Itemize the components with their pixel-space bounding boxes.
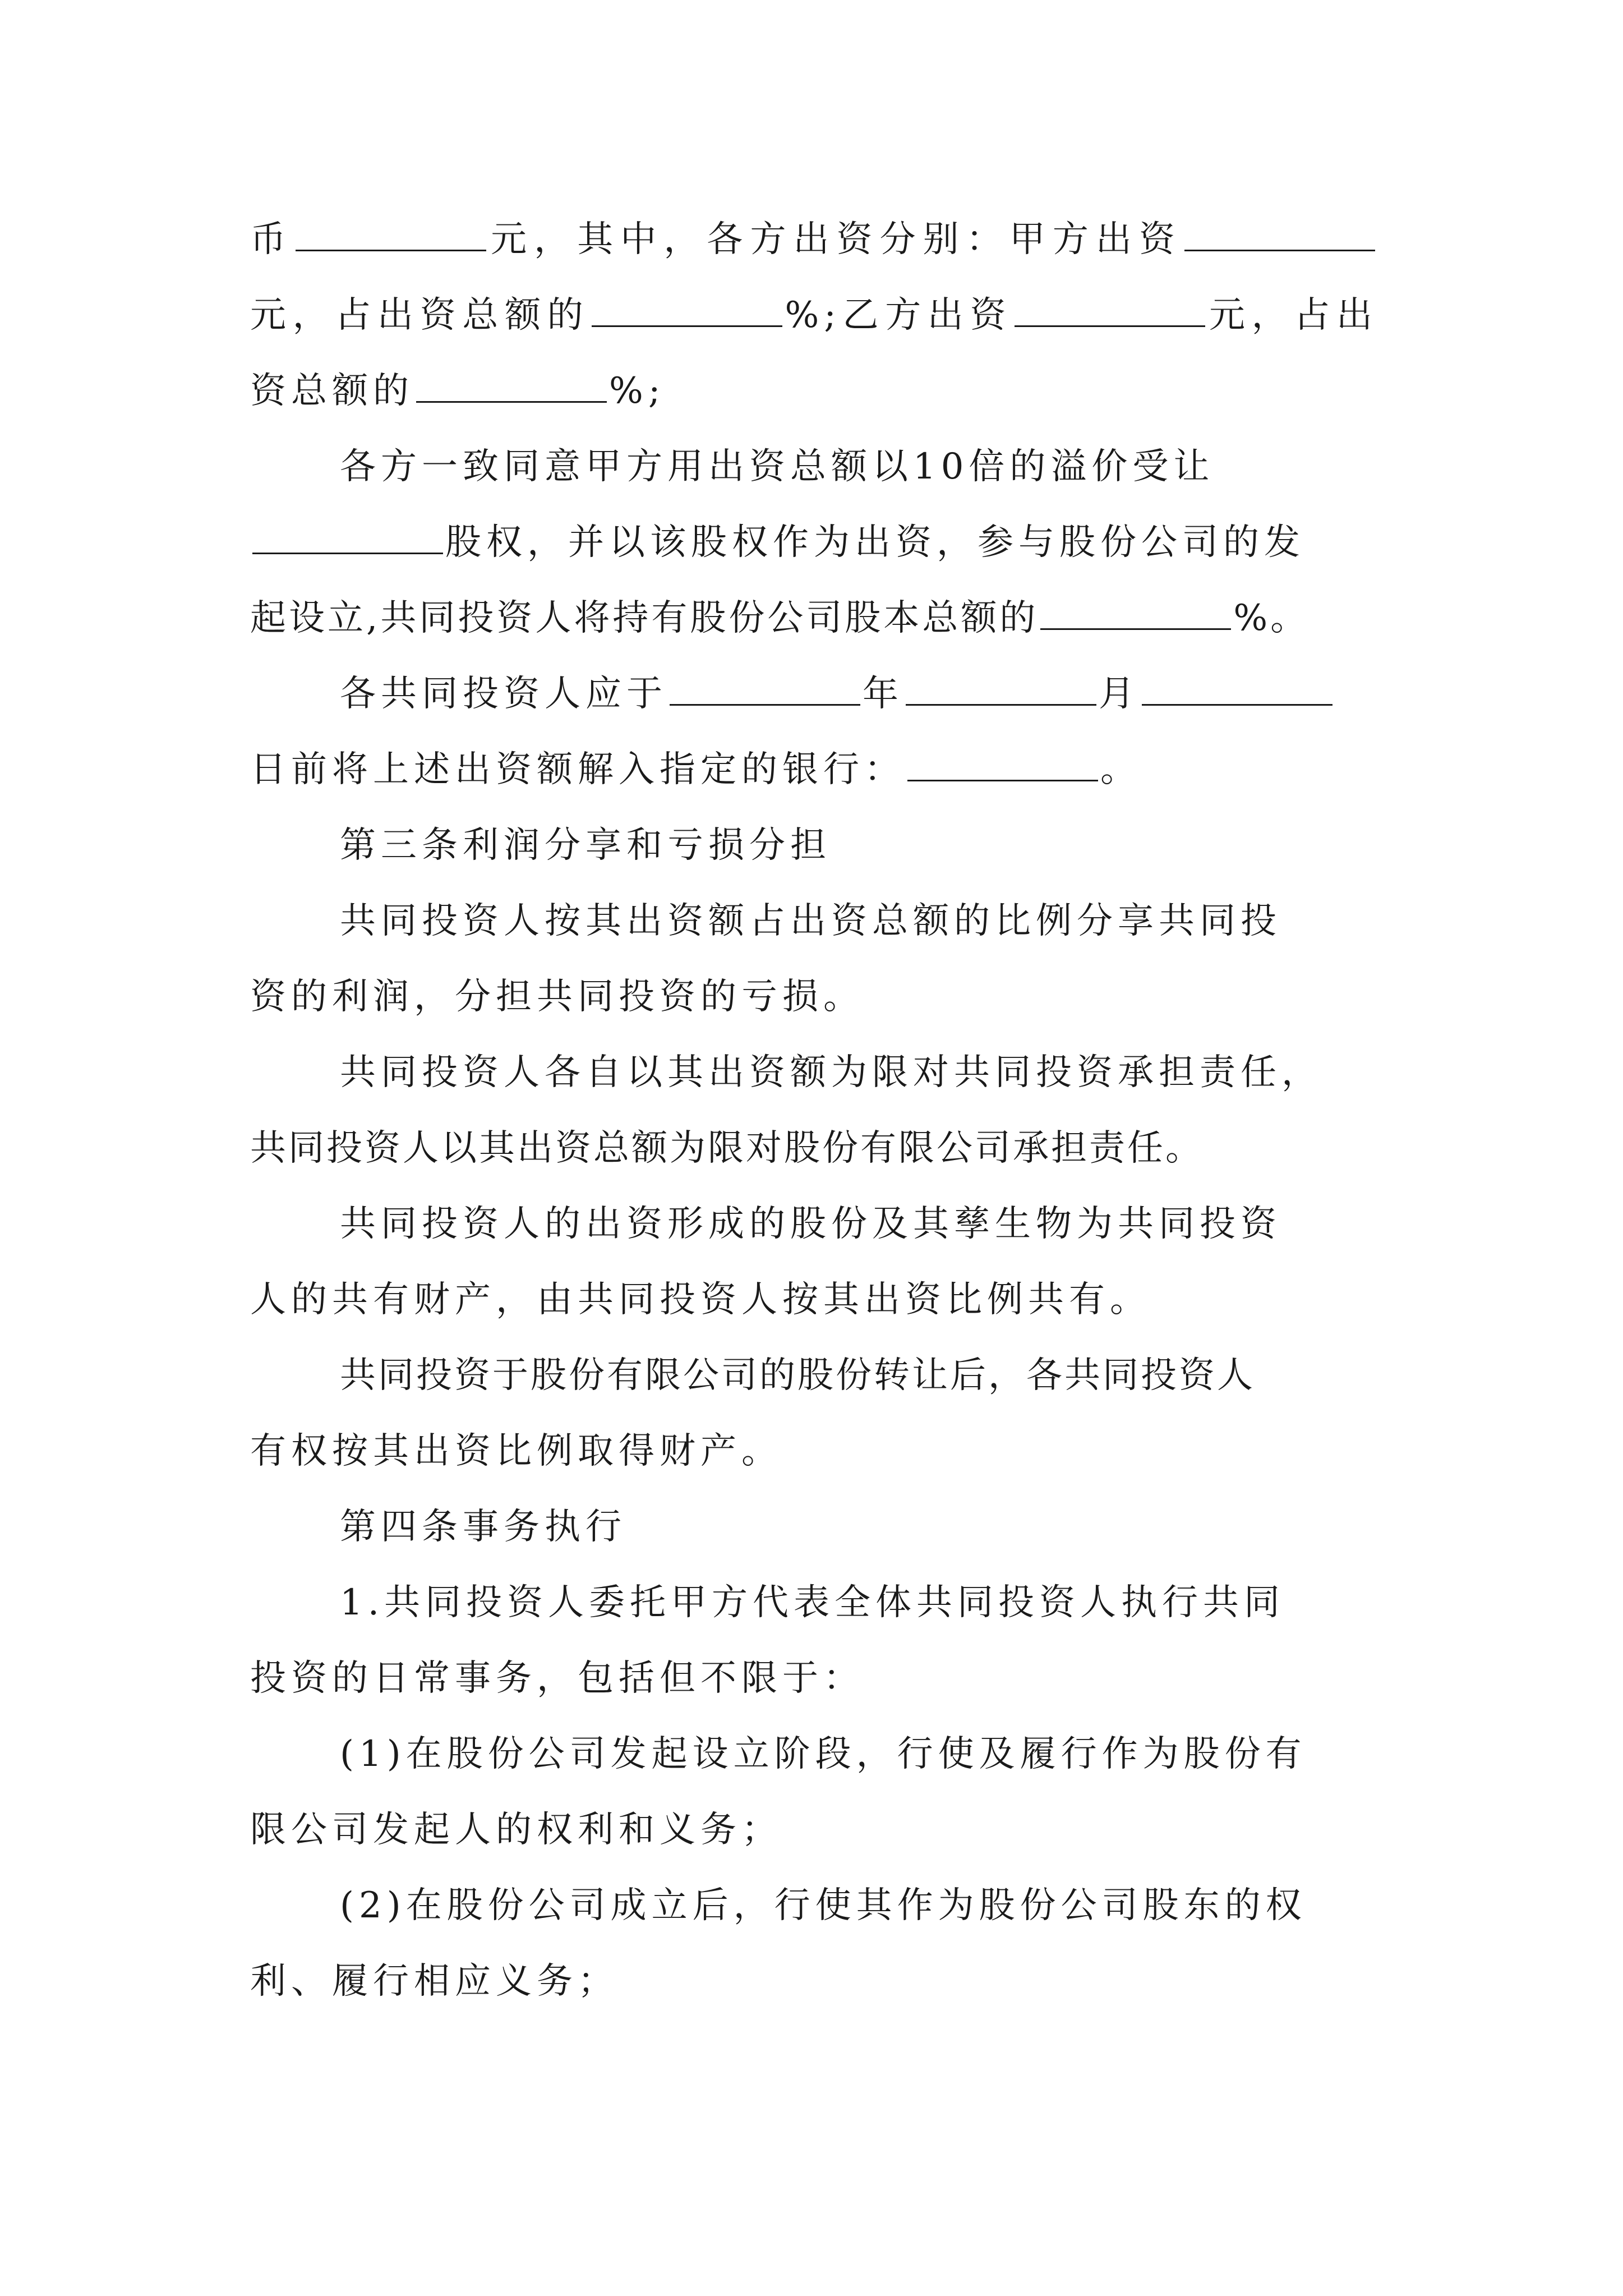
text-run: 1.共同投资人委托甲方代表全体共同投资人执行共同 [340, 1582, 1285, 1623]
paragraph-line [250, 1111, 1377, 1186]
text-run: 第四条事务执行 [340, 1506, 626, 1548]
fill-in-blank [1040, 592, 1231, 630]
text-run: 股权，并以该股权作为出资，参与股份公司的发 [445, 522, 1305, 563]
fill-in-blank [907, 744, 1098, 781]
text-run: 有权按其出资比例取得财产。 [250, 1430, 782, 1472]
paragraph-line [250, 1414, 1377, 1489]
text-run: 元，占出资总额的 [250, 295, 590, 336]
fill-in-blank [1015, 289, 1205, 327]
text-run: %。 [1233, 597, 1310, 639]
text-run: 共同投资人以其出资总额为限对股份有限公司承担责任。 [250, 1128, 1204, 1169]
paragraph-line [250, 505, 1377, 581]
text-run: 人的共有财产，由共同投资人按其出资比例共有。 [250, 1279, 1151, 1320]
fill-in-blank [252, 517, 443, 554]
section-heading [250, 808, 1377, 884]
fill-in-blank [416, 365, 607, 403]
paragraph-line [250, 732, 1377, 808]
paragraph-line [250, 1868, 1377, 1944]
text-run: 投资的日常事务，包括但不限于： [250, 1658, 864, 1699]
text-run: 各共同投资人应于 [340, 673, 667, 715]
paragraph-line [250, 202, 1377, 278]
fill-in-blank [906, 668, 1096, 706]
text-run: (2)在股份公司成立后，行使其作为股份公司股东的权 [340, 1885, 1307, 1926]
text-run: 元，占出 [1207, 295, 1378, 336]
paragraph-line [250, 1262, 1377, 1338]
paragraph-line [250, 959, 1377, 1035]
paragraph-line [250, 656, 1377, 732]
text-run: 日前将上述出资额解入指定的银行： [250, 749, 905, 790]
text-run: 第三条利润分享和亏损分担 [340, 825, 831, 866]
text-run: 。 [1100, 749, 1141, 790]
paragraph-line [250, 278, 1377, 353]
text-run: 月 [1099, 673, 1140, 715]
section-heading [250, 1489, 1377, 1565]
paragraph-line [250, 429, 1377, 505]
text-run: 资总额的 [250, 370, 414, 412]
document-body [250, 202, 1377, 2019]
paragraph-line [250, 1717, 1377, 1792]
paragraph-line [250, 884, 1377, 959]
text-run: 元，其中，各方出资分别：甲方出资 [488, 219, 1183, 260]
paragraph-line [250, 581, 1377, 656]
fill-in-blank [296, 214, 486, 251]
text-run: 各方一致同意甲方用出资总额以10倍的溢价受让 [340, 446, 1215, 487]
text-run: %;乙方出资 [785, 295, 1013, 336]
paragraph-line [250, 1944, 1377, 2019]
text-run: 共同投资人按其出资额占出资总额的比例分享共同投 [340, 900, 1281, 942]
text-run: 共同投资人各自以其出资额为限对共同投资承担责任， [340, 1052, 1322, 1093]
fill-in-blank [1184, 214, 1375, 251]
text-run: 限公司发起人的权利和义务； [250, 1809, 782, 1851]
text-run: 利、履行相应义务； [250, 1961, 619, 2002]
paragraph-line [250, 1792, 1377, 1868]
text-run: 共同投资人的出资形成的股份及其孳生物为共同投资 [340, 1203, 1281, 1245]
paragraph-line [250, 1565, 1377, 1641]
fill-in-blank [1142, 668, 1332, 706]
text-run: 资的利润，分担共同投资的亏损。 [250, 976, 864, 1018]
text-run: 币 [250, 219, 294, 260]
text-run: (1)在股份公司发起设立阶段，行使及履行作为股份有 [340, 1733, 1307, 1775]
paragraph-line [250, 1035, 1377, 1111]
text-run: 共同投资于股份有限公司的股份转让后，各共同投资人 [340, 1355, 1255, 1396]
paragraph-line [250, 1338, 1377, 1414]
text-run: %; [609, 370, 666, 412]
fill-in-blank [670, 668, 860, 706]
fill-in-blank [592, 289, 782, 327]
paragraph-line [250, 1186, 1377, 1262]
paragraph-line [250, 353, 1377, 429]
text-run: 起设立,共同投资人将持有股份公司股本总额的 [250, 597, 1039, 639]
text-run: 年 [863, 673, 903, 715]
paragraph-line [250, 1641, 1377, 1717]
